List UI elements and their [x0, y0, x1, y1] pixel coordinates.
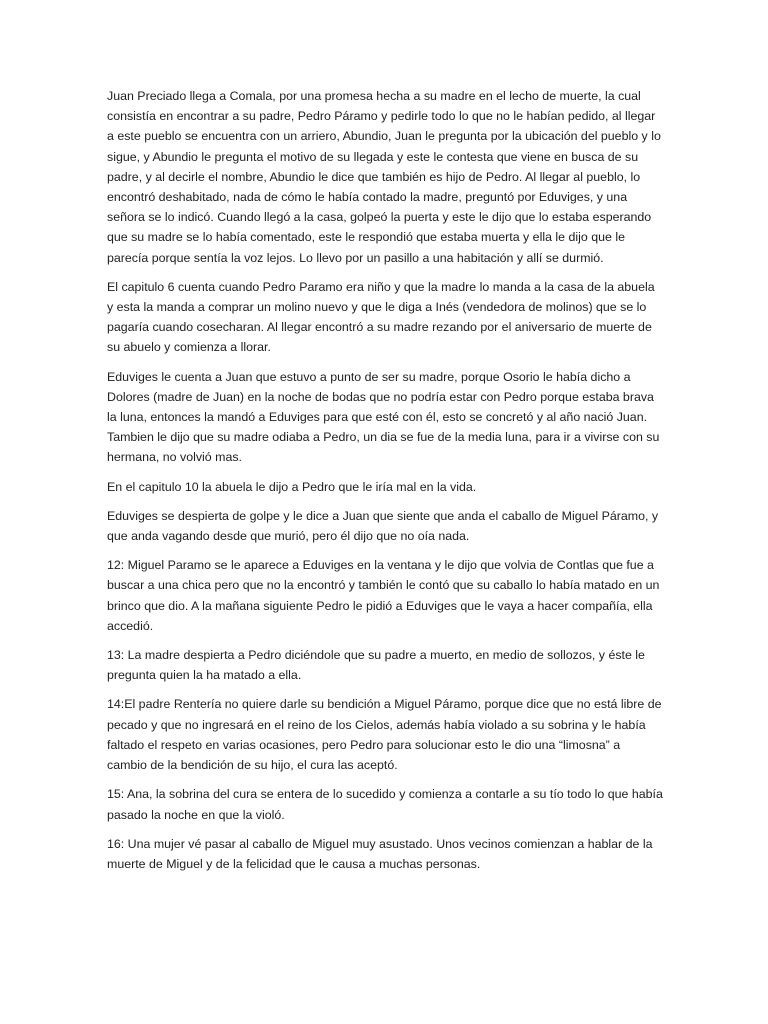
- paragraph-5: Eduviges se despierta de golpe y le dice a Juan que siente que anda el caballo de Miguel Páramo, y que anda vagando desde que murió, pero él dijo que no oía nada.: [107, 508, 659, 544]
- paragraph-6: 12: Miguel Paramo se le aparece a Eduviges en la ventana y le dijo que volvia de Contlas que fue a buscar a una chica pero que no la encontró y también le contó que su caballo lo había matado en un brinco que dio. A la mañana siguiente Pedro le pidió a Eduviges que le vaya a hacer compañía, ella accedió.: [107, 558, 660, 633]
- paragraph-8: 14:El padre Rentería no quiere darle su bendición a Miguel Páramo, porque dice que no está libre de pecado y que no ingresará en el reino de los Cielos, además había violado a su sobrina y le había faltado el respeto en varias ocasiones, pero Pedro para solucionar esto le dio una “limosna” a cambio de la bendición de su hijo, el cura las aceptó.: [107, 697, 662, 773]
- paragraph-9: 15: Ana, la sobrina del cura se entera de lo sucedido y comienza a contarle a su tío todo lo que había pasado la noche en que la violó.: [107, 787, 663, 822]
- paragraph-1: Juan Preciado llega a Comala, por una promesa hecha a su madre en el lecho de muerte, la cual consistía en encontrar a su padre, Pedro Páramo y pedirle todo lo que no le habían pedido, al llegar a este pueblo se encuentra con un arriero, Abundio, Juan le pregunta por la ubicación del pueblo y lo sigue, y Abundio le pregunta el motivo de su llegada y este le contesta que viene en busca de su padre, y al decirle el nombre, Abundio le dice que también es hijo de Pedro. Al llegar al pueblo, lo encontró deshabitado, nada de cómo le había contado la madre, preguntó por Eduviges, y una señora se lo indicó. Cuando llegó a la casa, golpeó la puerta y este le dijo que lo estaba esperando que su madre se lo había comentado, este le respondió que estaba muerta y ella le dijo que le parecía porque sentía la voz lejos. Lo llevo por un pasillo a una habitación y allí se durmió.: [107, 89, 661, 265]
- paragraph-4: En el capitulo 10 la abuela le dijo a Pedro que le iría mal en la vida.: [107, 479, 477, 494]
- document-body: [107, 86, 663, 883]
- paragraph-2: El capitulo 6 cuenta cuando Pedro Paramo era niño y que la madre lo manda a la casa de la abuela y esta la manda a comprar un molino nuevo y que le diga a Inés (vendedora de molinos) que se lo pagaría cuando cosecharan. Al llegar encontró a su madre rezando por el aniversario de muerte de su abuelo y comienza a llorar.: [107, 279, 655, 355]
- paragraph-10: 16: Una mujer vé pasar al caballo de Miguel muy asustado. Unos vecinos comienzan a hablar de la muerte de Miguel y de la felicidad que le causa a muchas personas.: [107, 836, 653, 871]
- paragraph-3: Eduviges le cuenta a Juan que estuvo a punto de ser su madre, porque Osorio le había dicho a Dolores (madre de Juan) en la noche de bodas que no podría estar con Pedro porque estaba brava la luna, entonces la mandó a Eduviges para que esté con él, esto se concretó y al año nació Juan. Tambien le dijo que su madre odiaba a Pedro, un dia se fue de la media luna, para ir a vivirse con su hermana, no volvió mas.: [107, 369, 660, 465]
- paragraph-7: 13: La madre despierta a Pedro diciéndole que su padre a muerto, en medio de sollozos, y éste le pregunta quien la ha matado a ella.: [107, 648, 645, 683]
